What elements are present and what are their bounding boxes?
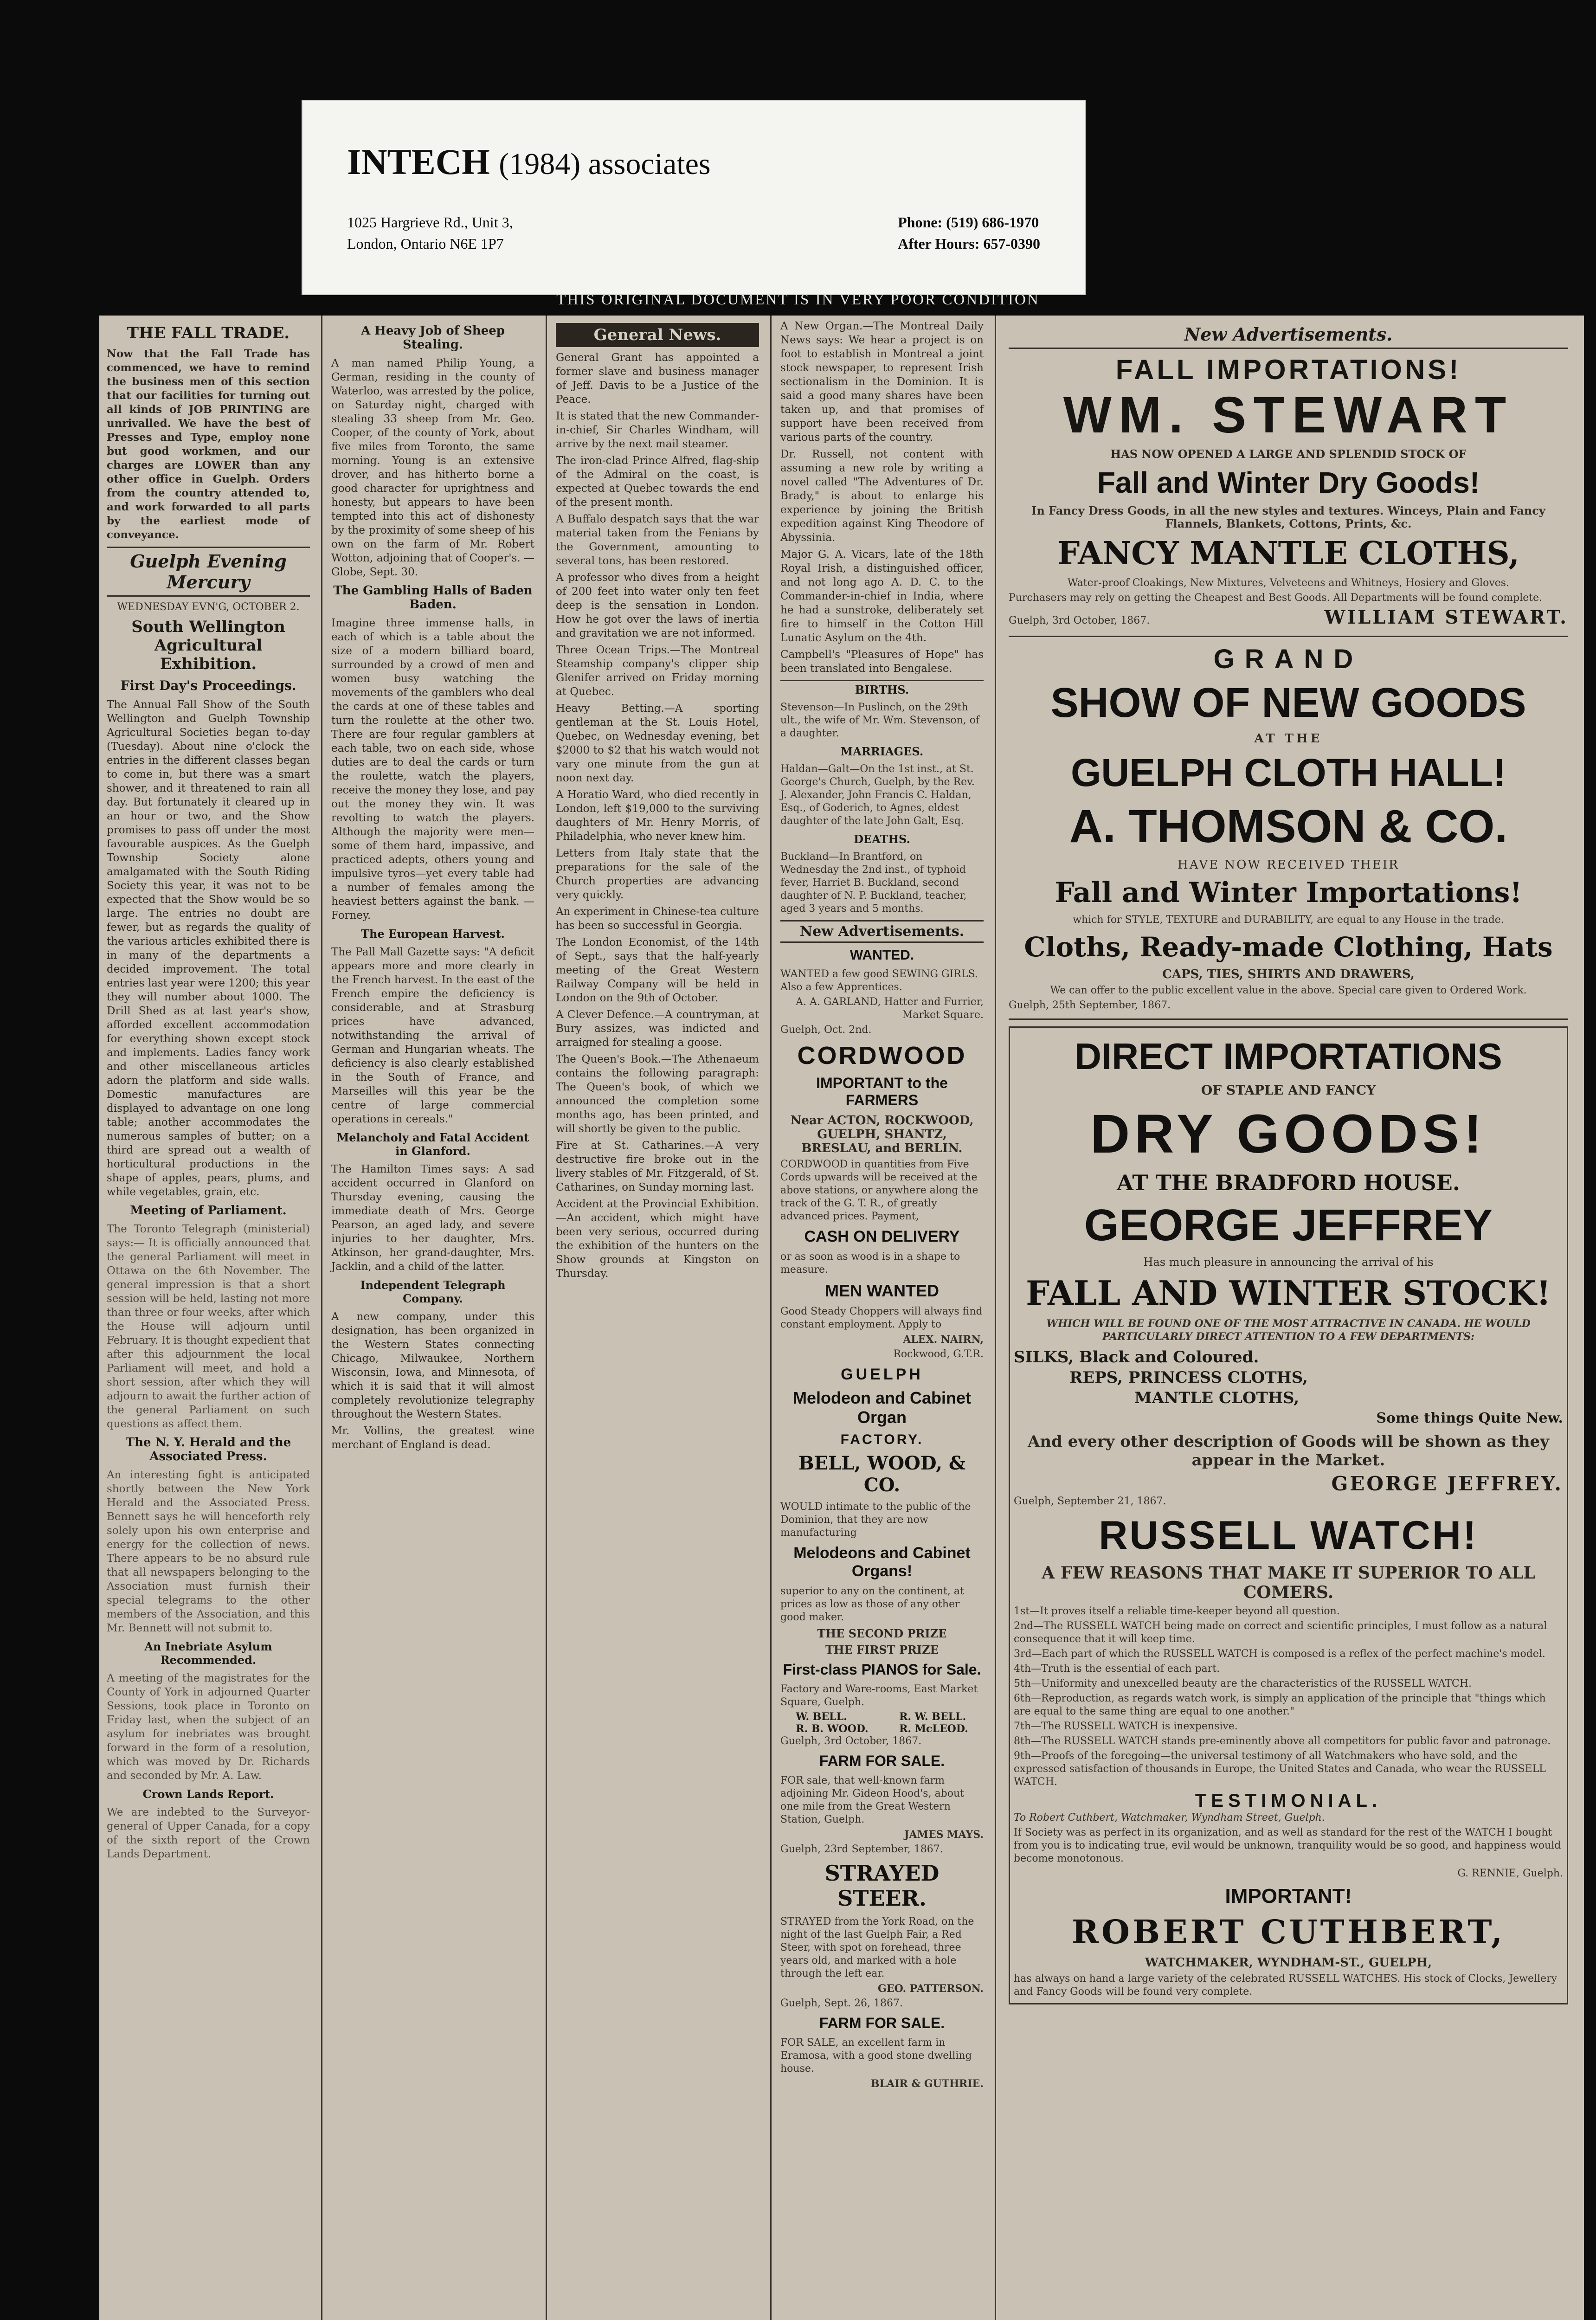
deaths-heading: DEATHS.	[854, 832, 910, 846]
testimonial-text: If Society was as perfect in its organization, and as well as standard for the rest of the WATCH I bought from you is to indicating true, evil would be unknown, tranquility would be so good, and happiness would become monotonous.	[1014, 1827, 1561, 1864]
article3-text: An interesting fight is anticipated shortly between the New York Herald and the Associated Press. Bennett says he will henceforth rely solely upon his own enterprise and energy for the collection of news. There appears to be no absurd rule that all newspapers belonging to the Association must furnish their special telegrams to the other members of the Association, and this Mr. Bennett will not submit to.	[107, 1469, 310, 1634]
grand-banner: GRAND	[1213, 644, 1364, 674]
fancy-mantle-heading: FANCY MANTLE CLOTHS,	[1057, 535, 1520, 572]
guelph-heading: GUELPH	[841, 1366, 923, 1383]
wanted-date: Guelph, Oct. 2nd.	[780, 1024, 872, 1036]
article5-title: Crown Lands Report.	[142, 1787, 274, 1801]
mantle-cloths-line: MANTLE CLOTHS,	[1134, 1389, 1300, 1407]
vollins-text: Mr. Vollins, the greatest wine merchant of England is dead.	[331, 1425, 534, 1451]
pianos-sig-3: R. B. WOOD.	[796, 1723, 869, 1735]
column-rule	[321, 316, 322, 2320]
births-heading: BIRTHS.	[780, 680, 984, 696]
reason-2: 2nd—The RUSSELL WATCH being made on correct and scientific principles, I must follow as a natural consequence that it will keep time.	[1014, 1620, 1547, 1645]
factory-heading: FACTORY.	[840, 1432, 924, 1447]
pianos-date: Guelph, 3rd October, 1867.	[780, 1735, 922, 1747]
article3-title: The N. Y. Herald and the Associated Press.	[125, 1436, 291, 1463]
farmers-text: CORDWOOD in quantities from Five Cords upwards will be received at the above stations, or anywhere along the track of the G. T. R., of greatly advanced prices. Payment,	[780, 1159, 978, 1222]
marriages-heading: MARRIAGES.	[840, 745, 924, 758]
fall-trade-heading: THE FALL TRADE.	[127, 324, 290, 342]
jeffrey-subheading: Has much pleasure in announcing the arrival of his	[1143, 1256, 1434, 1269]
thomson-heading: A. THOMSON & CO.	[1069, 800, 1508, 852]
wanted-heading: WANTED.	[849, 947, 914, 963]
pianos-heading: First-class PIANOS for Sale.	[783, 1661, 981, 1678]
silks-line: SILKS, Black and Coloured.	[1014, 1348, 1259, 1366]
fall-winter-stock-heading: FALL AND WINTER STOCK!	[1026, 1273, 1551, 1313]
farm-sale-2-signature: BLAIR & GUTHRIE.	[870, 2078, 984, 2090]
ad-divider	[1009, 1018, 1568, 1020]
new-ads-heading: New Advertisements.	[780, 920, 984, 943]
fall-trade-text: Now that the Fall Trade has commenced, we have to remind the business men of this section that our facilities for turning out all kinds of JOB PRINTING are unrivalled. We have the best of Presses and Type, employ none but good workmen, and our charges are LOWER than any other office in Guelph. Orders from the country attended to, and work forwarded to all parts by the earliest mode of conveyance.	[107, 348, 310, 541]
marriages-text: Haldan—Galt—On the 1st inst., at St. George's Church, Guelph, by the Rev. J. Alexander, John Francis C. Haldan, Esq., of Goderich, to Agnes, eldest daughter of the late John Galt, Esq.	[780, 763, 975, 827]
births-text: Stevenson—In Puslinch, on the 29th ult., the wife of Mr. Wm. Stevenson, of a daughter.	[780, 702, 980, 739]
first-prize: THE FIRST PRIZE	[825, 1643, 939, 1656]
column-rule	[770, 316, 772, 2320]
cordwood-heading: CORDWOOD	[797, 1042, 967, 1070]
pianos-sig-1: W. BELL.	[796, 1711, 847, 1723]
dry-goods-line: In Fancy Dress Goods, in all the new styles and textures. Winceys, Plain and Fancy Flannels, Blankets, Cottons, Prints, &c.	[1031, 504, 1545, 530]
fw-importations-line: which for STYLE, TEXTURE and DURABILITY, are equal to any House in the trade.	[1073, 914, 1504, 926]
insert-after-hours: After Hours: 657-0390	[898, 235, 1040, 252]
jeffrey-date: Guelph, September 21, 1867.	[1014, 1495, 1166, 1507]
russell-watch-heading: RUSSELL WATCH!	[1099, 1513, 1478, 1558]
accident-title: Melancholy and Fatal Accident in Glanford.	[336, 1131, 529, 1158]
stewart-footer	[1009, 606, 1568, 629]
insert-company-year: (1984) associates	[499, 147, 711, 181]
column-3	[548, 319, 766, 2320]
news-item-13: The Queen's Book.—The Athenaeum contains the following paragraph: The Queen's book, of which we announced the completion some months ago, has been printed, and will shortly be given to the public.	[556, 1053, 759, 1135]
article4-text: A meeting of the magistrates for the County of York in adjourned Quarter Sessions, took place in Toronto on Friday last, when the subject of an asylum for inebriates was brought forward in the form of a resolution, which was moved by Dr. Richards and seconded by Mr. A. Law.	[107, 1672, 310, 1782]
newspaper-page	[99, 316, 1584, 2320]
cuthbert-subheading: WATCHMAKER, WYNDHAM-ST., GUELPH,	[1145, 1956, 1432, 1970]
farm-sale-2-heading: FARM FOR SALE.	[819, 2015, 945, 2031]
strayed-steer-heading: STRAYED STEER.	[824, 1861, 940, 1911]
ad-divider	[1009, 636, 1568, 637]
column-4	[773, 319, 991, 2320]
second-prize: THE SECOND PRIZE	[817, 1627, 947, 1640]
column-1	[99, 319, 317, 2320]
testimonial-heading: TESTIMONIAL.	[1195, 1791, 1382, 1811]
column-rule	[995, 316, 996, 2320]
harvest-title: The European Harvest.	[361, 927, 505, 941]
article1-title: South Wellington Agricultural Exhibition.	[131, 618, 285, 673]
reason-6: 6th—Reproduction, as regards watch work, is simply an application of the principle that "things which are equal to the same thing are equal to one another."	[1014, 1693, 1546, 1717]
purchasers-line: Purchasers may rely on getting the Cheapest and Best Goods. All Departments will be found complete.	[1009, 592, 1543, 604]
testimonial-signature: G. RENNIE, Guelph.	[1457, 1868, 1563, 1879]
fw-importations-heading: Fall and Winter Importations!	[1055, 876, 1522, 909]
cloths-heading: Cloths, Ready-made Clothing, Hats	[1024, 931, 1553, 963]
farm-sale-heading: FARM FOR SALE.	[819, 1753, 945, 1769]
article2-title: Meeting of Parliament.	[130, 1204, 287, 1218]
new-ads-heading-right: New Advertisements.	[1009, 324, 1568, 349]
news-item-5: A professor who dives from a height of 200 feet into water only ten feet deep is the sensation in London. How he got over the laws of inertia and gravitation we are not informed.	[556, 572, 759, 639]
news-item-1: General Grant has appointed a former slave and business manager of Jeff. Davis to be a Justice of the Peace.	[556, 352, 759, 406]
news-item-2: It is stated that the new Commander-in-chief, Sir Charles Windham, will arrive by the next mail steamer.	[556, 410, 759, 450]
vicars-text: Major G. A. Vicars, late of the 18th Royal Irish, a distinguished officer, and not long ago A. D. C. to the Commander-in-chief in India, where he had a sunstroke, deliberately set fire to himself in the Cotton Hill Lunatic Asylum on the 4th.	[780, 548, 984, 644]
at-the: AT THE	[1254, 732, 1323, 746]
men-wanted-signature: ALEX. NAIRN,	[903, 1334, 984, 1346]
men-wanted-heading: MEN WANTED	[825, 1281, 939, 1300]
insert-phone-block	[898, 212, 1040, 254]
dateline: WEDNESDAY EVN'G, OCTOBER 2.	[117, 601, 300, 613]
news-item-8: A Horatio Ward, who died recently in London, left $19,000 to the surviving daughters of Mr. Henry Morris, of Philadelphia, who never knew him.	[556, 789, 759, 843]
reason-9: 9th—Proofs of the foregoing—the universal testimony of all Watchmakers who have sold, and the expressed satisfaction of thousands in Europe, the United States and Canada, who wear the RUSSELL WATCH.	[1014, 1750, 1546, 1788]
jeffrey-ad-box	[1009, 1026, 1568, 2004]
masthead: Guelph Evening Mercury	[107, 547, 310, 597]
reason-4: 4th—Truth is the essential of each part.	[1014, 1663, 1220, 1675]
sheep-title: A Heavy Job of Sheep Stealing.	[361, 324, 505, 352]
wanted-signature: A. A. GARLAND, Hatter and Furrier, Market Square.	[796, 996, 984, 1021]
accident-text: The Hamilton Times says: A sad accident occurred in Glanford on Thursday evening, causing the immediate death of Mrs. George Pearson, an aged lady, and severe injuries to her daughter, Mrs. Atkinson, her grand-daughter, Mrs. Jacklin, and a child of the latter.	[331, 1163, 534, 1273]
robert-cuthbert-heading: ROBERT CUTHBERT,	[1071, 1913, 1506, 1951]
cash-on-delivery: CASH ON DELIVERY	[804, 1228, 960, 1245]
direct-importations-heading: DIRECT IMPORTATIONS	[1075, 1036, 1502, 1077]
microfilm-insert-card	[302, 100, 1086, 295]
bell-product: Melodeons and Cabinet Organs!	[793, 1544, 971, 1580]
farm-sale-text: FOR sale, that well-known farm adjoining Mr. Gideon Hood's, about one mile from the Great Western Station, Guelph.	[780, 1775, 965, 1825]
caps-line: CAPS, TIES, SHIRTS AND DRAWERS,	[1162, 967, 1415, 981]
baden-title: The Gambling Halls of Baden Baden.	[333, 584, 533, 612]
news-item-6: Three Ocean Trips.—The Montreal Steamship company's clipper ship Glenifer arrived on Friday morning at Quebec.	[556, 644, 759, 698]
stewart-signature: WILLIAM STEWART.	[1324, 606, 1568, 628]
news-item-9: Letters from Italy state that the preparations for the sale of the Church properties are advancing very quickly.	[556, 847, 759, 901]
deaths-text: Buckland—In Brantford, on Wednesday the 2nd inst., of typhoid fever, Harriet B. Buckland, second daughter of N. P. Buckland, teacher, aged 3 years and 5 months.	[780, 851, 967, 915]
general-news-header: General News.	[556, 323, 759, 347]
harvest-text: The Pall Mall Gazette says: "A deficit appears more and more clearly in the French harvest. In the east of the French empire the deficiency is considerable, and at Strasburg prices have advanced, notwithstanding the arrival of German and Hungarian wheats. The deficiency is also clearly established in the South of France, and Marseilles will this year be the centre of large commercial operations in cereals."	[331, 946, 534, 1125]
men-wanted-text: Good Steady Choppers will always find constant employment. Apply to	[780, 1306, 983, 1330]
cash-note: or as soon as wood is in a shape to measure.	[780, 1251, 960, 1276]
stewart-subheading: HAS NOW OPENED A LARGE AND SPLENDID STOCK OF	[1110, 447, 1467, 461]
dr-russell-text: Dr. Russell, not content with assuming a new role by writing a novel called "The Adventures of Dr. Brady," is about to enlarge his experience by joining the British expedition against King Theodore of Abyssinia.	[780, 448, 984, 544]
news-item-12: A Clever Defence.—A countryman, at Bury assizes, was indicted and arraigned for stealing a goose.	[556, 1009, 759, 1049]
reason-7: 7th—The RUSSELL WATCH is inexpensive.	[1014, 1721, 1238, 1732]
pianos-text: Factory and Ware-rooms, East Market Square, Guelph.	[780, 1683, 978, 1708]
news-item-4: A Buffalo despatch says that the war material taken from the Fenians by the Government, amounting to several tons, has been restored.	[556, 513, 759, 567]
jeffrey-signature: GEORGE JEFFREY.	[1331, 1472, 1563, 1495]
reasons-heading: A FEW REASONS THAT MAKE IT SUPERIOR TO ALL COMERS.	[1042, 1563, 1535, 1602]
strayed-steer-signature: GEO. PATTERSON.	[878, 1983, 984, 1995]
jeffrey-departments	[1014, 1347, 1563, 1429]
farmers-heading: IMPORTANT to the FARMERS	[816, 1075, 948, 1108]
strayed-steer-date: Guelph, Sept. 26, 1867.	[780, 1998, 903, 2009]
mantle-line: Water-proof Cloakings, New Mixtures, Velveteens and Whitneys, Hosiery and Gloves.	[1067, 577, 1510, 589]
bell-text-2: superior to any on the continent, at prices as low as those of any other good maker.	[780, 1585, 964, 1623]
reason-1: 1st—It proves itself a reliable time-keeper beyond all question.	[1014, 1605, 1340, 1617]
pianos-sig-4: R. McLEOD.	[899, 1723, 968, 1735]
thomson-date: Guelph, 25th September, 1867.	[1009, 999, 1171, 1011]
fw-stock-line: WHICH WILL BE FOUND ONE OF THE MOST ATTRACTIVE IN CANADA. HE WOULD PARTICULARLY DIRECT ATTENTION TO A FEW DEPARTMENTS:	[1046, 1318, 1531, 1343]
bell-wood-heading: BELL, WOOD, & CO.	[798, 1452, 966, 1496]
farm-sale-2-text: FOR SALE, an excellent farm in Eramosa, with a good stone dwelling house.	[780, 2037, 972, 2075]
article4-title: An Inebriate Asylum Recommended.	[144, 1640, 272, 1667]
cloths-line: We can offer to the public excellent value in the above. Special care given to Ordered Work.	[1050, 985, 1527, 996]
guelph-cloth-hall-heading: GUELPH CLOTH HALL!	[1071, 751, 1506, 794]
news-item-15: Accident at the Provincial Exhibition.—An accident, which might have been very serious, occurred during the exhibition of the hunters on the Show grounds at Kingston on Thursday.	[556, 1198, 759, 1280]
insert-address-line2: London, Ontario N6E 1P7	[347, 235, 504, 252]
news-item-7: Heavy Betting.—A sporting gentleman at the St. Louis Hotel, Quebec, on Wednesday evening, bet $2000 to $2 that his watch would not vary one minute from the gun at noon next day.	[556, 702, 759, 784]
telegraph-title: Independent Telegraph Company.	[360, 1278, 506, 1305]
column-2	[324, 319, 542, 2320]
insert-phone: Phone: (519) 686-1970	[898, 214, 1039, 231]
dry-goods-heading: Fall and Winter Dry Goods!	[1097, 466, 1480, 499]
article1-text: The Annual Fall Show of the South Wellington and Guelph Township Agricultural Societies began to-day (Tuesday). About nine o'clock the entries in the different classes began to come in, but there was a smart shower, and it threatened to rain all day. But fortunately it cleared up in an hour or two, and the Show promises to pass off under the most favourable auspices. As the Guelph Township Society alone amalgamated with the South Riding Society this year, it was not to be expected that the Show would be so large. The entries no doubt are fewer, but as regards the quality of the various articles exhibited there is in many of the departments a decided improvement. The total entries last year were 1200; this year they will number about 1000. The Drill Shed as at last year's show, afforded excellent accommodation for everything shown except stock and implements. Ladies fancy work and other miscellaneous articles adorn the platform and side walls. Domestic manufactures are displayed to advantage on one long table; another accommodates the numerous samples of butter; on a third are spread out a wealth of horticultural productions in the shape of apples, pears, plums, and while vegetables, grain, etc.	[107, 699, 310, 1198]
bradford-house: AT THE BRADFORD HOUSE.	[1117, 1170, 1460, 1195]
farm-sale-signature: JAMES MAYS.	[904, 1829, 984, 1841]
column-rule	[546, 316, 547, 2320]
news-item-10: An experiment in Chinese-tea culture has been so successful in Georgia.	[556, 906, 759, 932]
reason-5: 5th—Uniformity and unexcelled beauty are the characteristics of the RUSSELL WATCH.	[1014, 1678, 1472, 1689]
telegraph-text: A new company, under this designation, has been organized in the Western States connecting Chicago, Milwaukee, Northern Wisconsin, Iowa, and Minnesota, of which it is said that it will almost completely revolutionize telegraphy throughout the Western States.	[331, 1311, 534, 1420]
every-description-line: And every other description of Goods will be shown as they appear in the Market.	[1028, 1432, 1549, 1469]
reason-3: 3rd—Each part of which the RUSSELL WATCH is composed is a reflex of the perfect machine's model.	[1014, 1648, 1545, 1660]
condition-note: THIS ORIGINAL DOCUMENT IS IN VERY POOR CONDITION	[556, 291, 1040, 308]
pianos-signatures-right	[899, 1711, 968, 1735]
testimonial-to: To Robert Cuthbert, Watchmaker, Wyndham Street, Guelph.	[1014, 1812, 1325, 1824]
column-5-advertisements	[998, 319, 1578, 2320]
fall-importations-banner: FALL IMPORTATIONS!	[1115, 354, 1461, 385]
reps-line: REPS, PRINCESS CLOTHS,	[1069, 1368, 1308, 1387]
insert-company: INTECH	[347, 142, 490, 182]
important-heading: IMPORTANT!	[1225, 1885, 1352, 1908]
george-jeffrey-heading: GEORGE JEFFREY	[1084, 1200, 1493, 1250]
article2-text: The Toronto Telegraph (ministerial) says:— It is officially announced that the general Parliament will meet in Ottawa on the 6th November. The general impression is that a short session will be held, lasting not more than three or four weeks, after which the House will adjourn until February. It is thought expedient that after this adjournment the local Parliament will meet, and hold a short session, after which they will adjourn to await the further action of the general Parliament on such questions as affect them.	[107, 1223, 310, 1430]
strayed-steer-text: STRAYED from the York Road, on the night of the last Guelph Fair, a Red Steer, with spot on forehead, three years old, and marked with a hole through the left ear.	[780, 1916, 974, 1979]
pianos-sig-2: R. W. BELL.	[899, 1711, 966, 1723]
men-wanted-signature-2: Rockwood, G.T.R.	[893, 1348, 984, 1360]
campbell-text: Campbell's "Pleasures of Hope" has been translated into Bengalese.	[780, 649, 984, 675]
news-item-14: Fire at St. Catharines.—A very destructive fire broke out in the livery stables of Mr. Fitzgerald, of St. Catharines, on Sunday morning last.	[556, 1140, 759, 1193]
staple-fancy: OF STAPLE AND FANCY	[1201, 1083, 1376, 1098]
baden-text: Imagine three immense halls, in each of which is a table about the size of a modern billiard board, surrounded by a crowd of men and women busy watching the movements of the gamblers who deal the cards at one of these tables and turn the roulette at the other two. There are four regular gamblers at each table, two on each side, whose duties are to deal the cards or turn the roulette, watch the players, receive the money they lose, and pay out the money they win. It was revolting to watch the players. Although the majority were men—some of them hard, impassive, and practiced adepts, others young and impulsive tyros—yet every table had a number of females among the heaviest betters against the bank. — Forney.	[331, 617, 534, 922]
news-item-3: The iron-clad Prince Alfred, flag-ship of the Admiral on the coast, is expected at Quebec towards the end of the present month.	[556, 455, 759, 509]
some-things-line: Some things Quite New.	[1376, 1410, 1563, 1426]
insert-address-line1: 1025 Hargrieve Rd., Unit 3,	[347, 214, 513, 231]
farmers-places: Near ACTON, ROCKWOOD, GUELPH, SHANTZ, BRESLAU, and BERLIN.	[790, 1114, 974, 1155]
dry-goods-banner: DRY GOODS!	[1090, 1103, 1487, 1165]
pianos-signatures-left	[796, 1711, 869, 1735]
bell-text: WOULD intimate to the public of the Dominion, that they are now manufacturing	[780, 1501, 971, 1539]
new-organ-text: A New Organ.—The Montreal Daily News says: We hear a project is on foot to establish in Montreal a joint stock newspaper, to represent Irish sectionalism in the Dominion. It is said a good many shares have been taken up, and that promises of support have been received from various parts of the country.	[780, 320, 984, 444]
stewart-date: Guelph, 3rd October, 1867.	[1009, 615, 1150, 626]
reason-8: 8th—The RUSSELL WATCH stands pre-eminently above all competitors for public favor and patronage.	[1014, 1735, 1551, 1747]
insert-company-name	[347, 141, 711, 183]
melodeon-heading: Melodeon and Cabinet Organ	[792, 1388, 971, 1427]
cuthbert-line: has always on hand a large variety of the celebrated RUSSELL WATCHES. His stock of Clocks, Jewellery and Fancy Goods will be found very complete.	[1014, 1973, 1557, 1998]
thomson-subheading: HAVE NOW RECEIVED THEIR	[1178, 858, 1399, 872]
news-item-11: The London Economist, of the 14th of Sept., says that the half-yearly meeting of the Great Western Railway Company will be held in London on the 9th of October.	[556, 936, 759, 1004]
article5-text: We are indebted to the Surveyor-general of Upper Canada, for a copy of the sixth report of the Crown Lands Department.	[107, 1806, 310, 1860]
wanted-text: WANTED a few good SEWING GIRLS. Also a few Apprentices.	[780, 968, 978, 993]
article1-subtitle: First Day's Proceedings.	[120, 678, 296, 693]
show-new-goods-heading: SHOW OF NEW GOODS	[1050, 680, 1526, 726]
pianos-signatures	[780, 1711, 984, 1735]
sheep-text: A man named Philip Young, a German, residing in the county of Waterloo, was arrested by the police, on Saturday night, charged with stealing 33 sheep from Mr. Geo. Cooper, of the county of York, about five miles from Toronto, the same morning. Young is an extensive drover, and has hitherto borne a good character for uprightness and honesty, but appears to have been tempted into this act of dishonesty by the proximity of some sheep of his own on the farm of Mr. Robert Wotton, adjoining that of Cooper's. — Globe, Sept. 30.	[331, 357, 534, 578]
farm-sale-date: Guelph, 23rd September, 1867.	[780, 1843, 943, 1855]
insert-address	[347, 212, 513, 254]
wm-stewart-heading: WM. STEWART	[1063, 387, 1514, 444]
